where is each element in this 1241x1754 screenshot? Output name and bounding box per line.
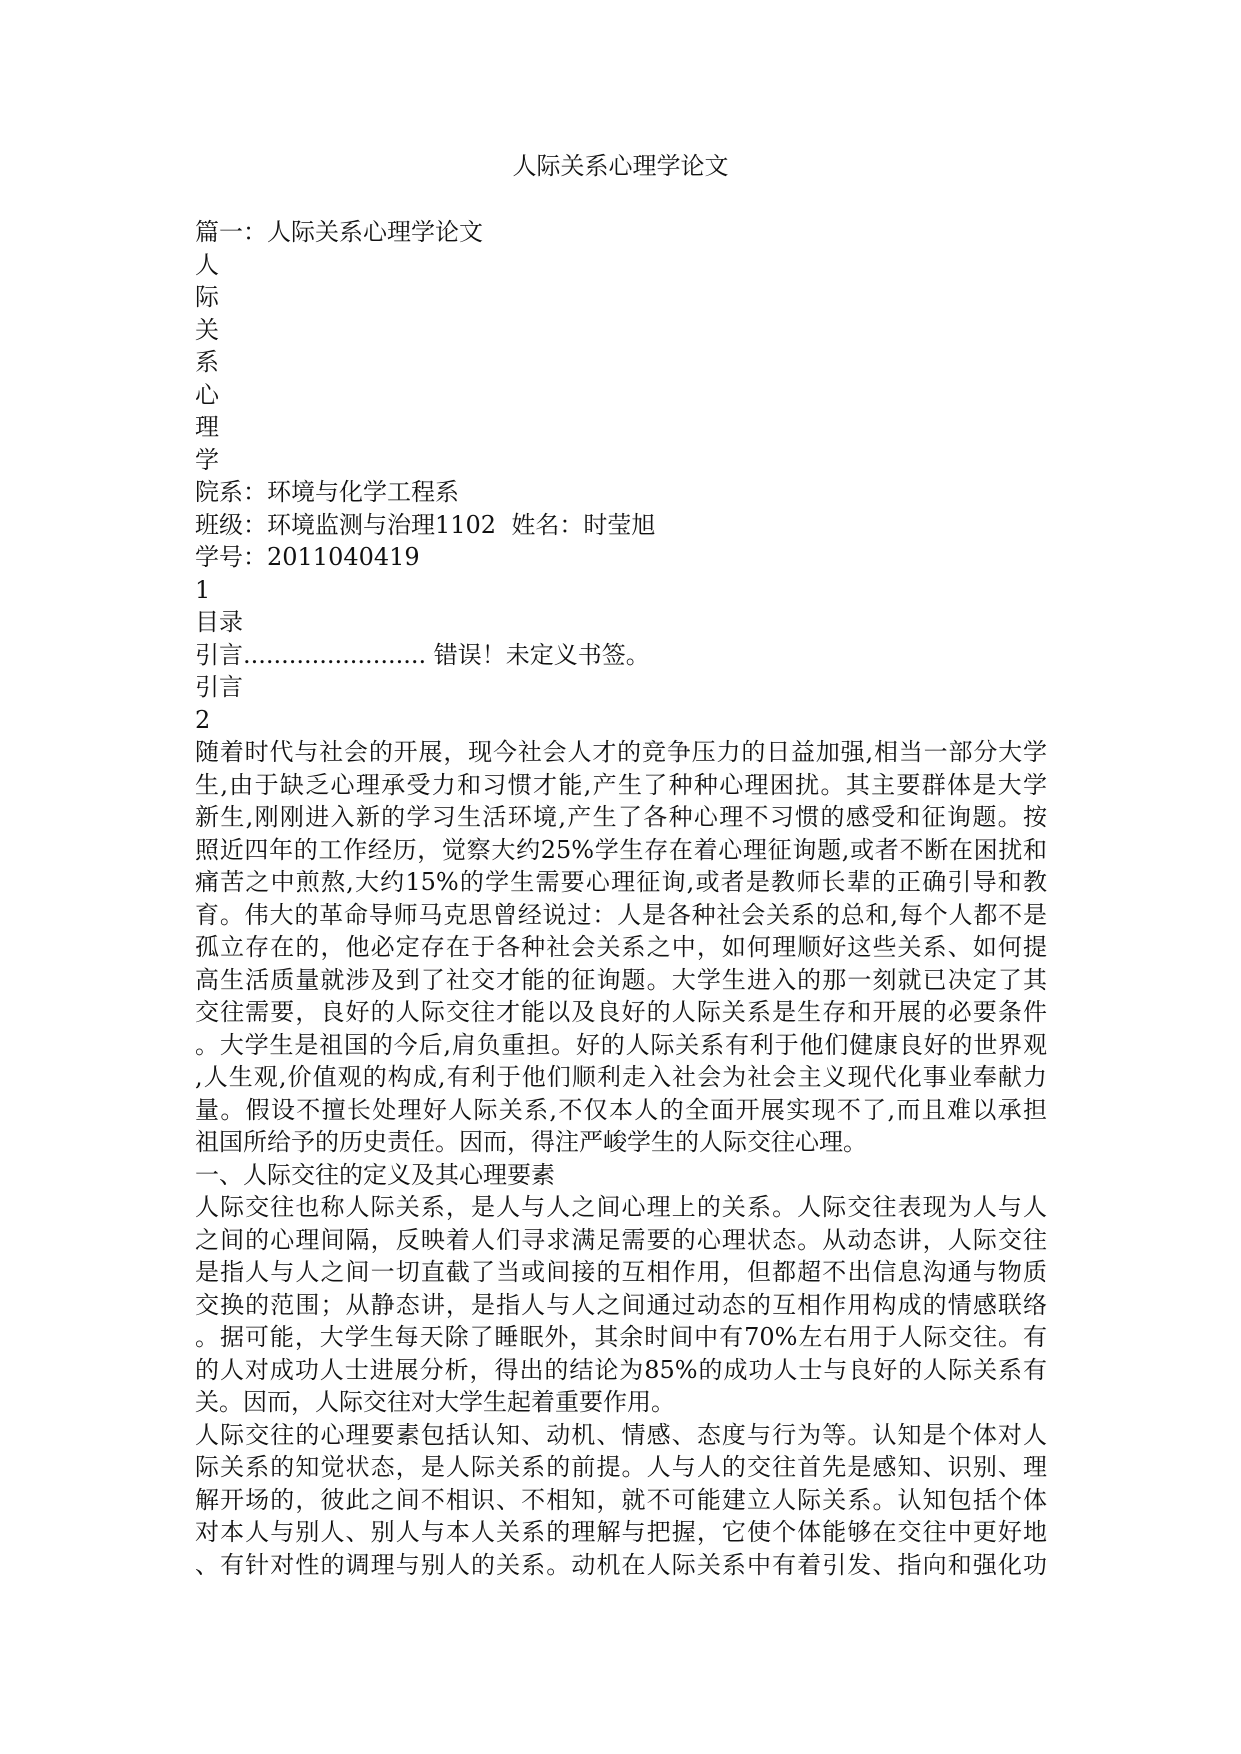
vertical-title-char: 关: [195, 315, 219, 344]
vertical-title-char: 人: [195, 250, 219, 279]
paragraph-line: 孤立存在的，他必定存在于各种社会关系之中，如何理顺好这些关系、如何提: [195, 933, 1047, 961]
paragraph-line: 、有针对性的调理与别人的关系。动机在人际关系中有着引发、指向和强化功: [195, 1550, 1047, 1579]
paragraph-line: 。据可能，大学生每天除了睡眠外，其余时间中有70%左右用于人际交往。有: [195, 1323, 1047, 1351]
paragraph-line: 交往需要，良好的人际交往才能以及良好的人际关系是生存和开展的必要条件: [195, 998, 1047, 1026]
paragraph-line: 照近四年的工作经历，觉察大约25%学生存在着心理征询题,或者不断在困扰和: [195, 835, 1047, 864]
paragraph-line: 际关系的知觉状态，是人际关系的前提。人与人的交往首先是感知、识别、理: [195, 1453, 1047, 1481]
paragraph-line: 痛苦之中煎熬,大约15%的学生需要心理征询,或者是教师长辈的正确引导和教: [195, 868, 1047, 896]
section-heading: 一、人际交往的定义及其心理要素: [195, 1160, 555, 1189]
paragraph-line: 解开场的，彼此之间不相识、不相知，就不可能建立人际关系。认知包括个体: [195, 1485, 1047, 1514]
paragraph-line: 交换的范围；从静态讲，是指人与人之间通过动态的互相作用构成的情感联络: [195, 1290, 1047, 1319]
paragraph-line: 关。因而，人际交往对大学生起着重要作用。: [195, 1388, 675, 1416]
paragraph-line: 人际交往的心理要素包括认知、动机、情感、态度与行为等。认知是个体对人: [195, 1420, 1047, 1449]
paragraph-line: 对本人与别人、别人与本人关系的理解与把握，它使个体能够在交往中更好地: [195, 1518, 1047, 1546]
document-title: 人际关系心理学论文: [512, 152, 729, 180]
class-name-line: 班级：环境监测与治理1102 姓名：时莹旭: [195, 510, 656, 539]
paragraph-line: 育。伟大的革命导师马克思曾经说过：人是各种社会关系的总和,每个人都不是: [195, 900, 1047, 929]
toc-entry: 引言........................ 错误！未定义书签。: [195, 640, 650, 669]
page-number: 2: [195, 705, 211, 734]
vertical-title-char: 理: [195, 413, 219, 441]
vertical-title-char: 系: [195, 348, 219, 376]
document-body: [195, 216, 1055, 1581]
intro-heading: 引言: [195, 673, 243, 701]
paragraph-line: 的人对成功人士进展分析，得出的结论为85%的成功人士与良好的人际关系有: [195, 1355, 1047, 1384]
paragraph-line: 生,由于缺乏心理承受力和习惯才能,产生了种种心理困扰。其主要群体是大学: [195, 770, 1047, 799]
paragraph-line: 量。假设不擅长处理好人际关系,不仅本人的全面开展实现不了,而且难以承担: [195, 1095, 1047, 1124]
section-heading-part1: 篇一：人际关系心理学论文: [195, 218, 483, 246]
paragraph-line: 高生活质量就涉及到了社交才能的征询题。大学生进入的那一刻就已决定了其: [195, 965, 1047, 994]
paragraph-line: 人际交往也称人际关系，是人与人之间心理上的关系。人际交往表现为人与人: [195, 1193, 1047, 1221]
student-id-line: 学号：2011040419: [195, 543, 420, 571]
paragraph-line: 祖国所给予的历史责任。因而，得注严峻学生的人际交往心理。: [195, 1128, 867, 1156]
vertical-title-char: 际: [195, 283, 219, 311]
paragraph-line: ,人生观,价值观的构成,有利于他们顺利走入社会为社会主义现代化事业奉献力: [195, 1063, 1047, 1091]
vertical-title-char: 心: [195, 380, 219, 409]
paragraph-line: 之间的心理间隔，反映着人们寻求满足需要的心理状态。从动态讲，人际交往: [195, 1225, 1047, 1254]
paragraph-line: 新生,刚刚进入新的学习生活环境,产生了各种心理不习惯的感受和征询题。按: [195, 803, 1047, 831]
page-number: 1: [195, 575, 211, 604]
paragraph-line: 是指人与人之间一切直截了当或间接的互相作用，但都超不出信息沟通与物质: [195, 1258, 1047, 1286]
paragraph-line: 随着时代与社会的开展，现今社会人才的竞争压力的日益加强,相当一部分大学: [195, 738, 1047, 766]
department-line: 院系：环境与化学工程系: [195, 478, 459, 506]
vertical-title-char: 学: [195, 445, 219, 474]
paragraph-line: 。大学生是祖国的今后,肩负重担。好的人际关系有利于他们健康良好的世界观: [195, 1030, 1047, 1059]
toc-heading: 目录: [195, 608, 243, 636]
